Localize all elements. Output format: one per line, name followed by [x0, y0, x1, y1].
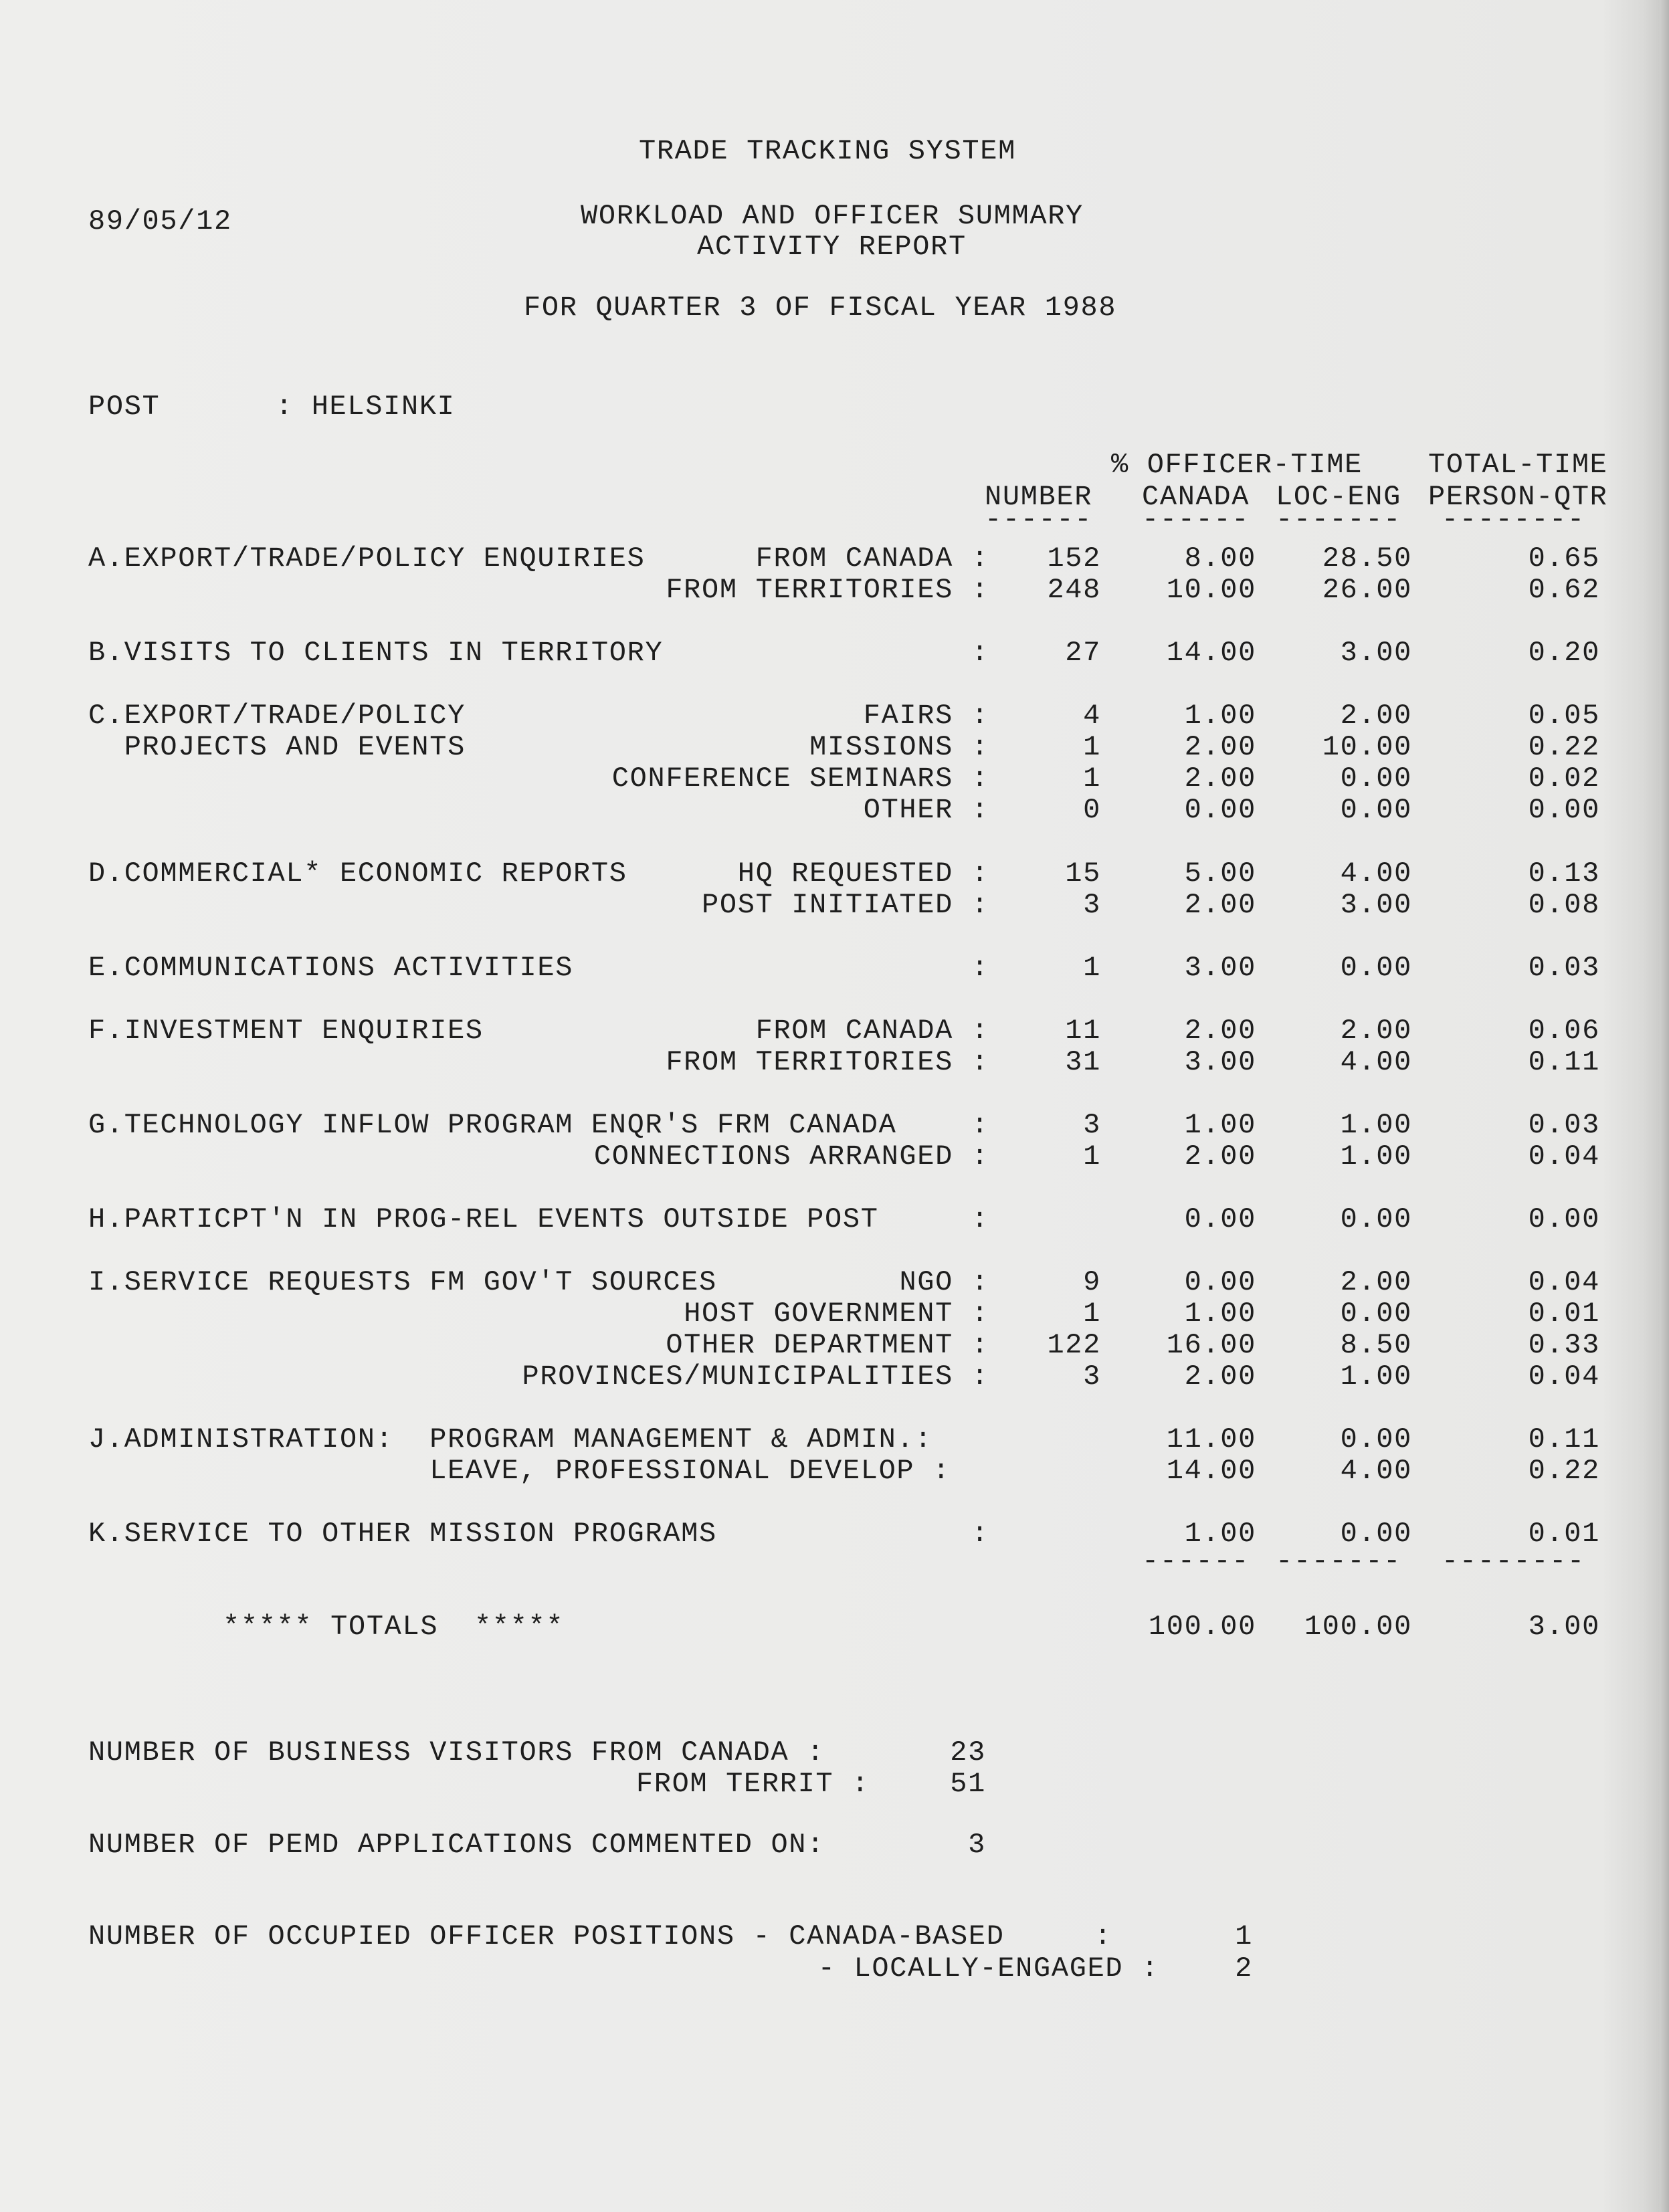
- row-person-qtr: 0.65: [1528, 542, 1600, 575]
- row-subcategory: MISSIONS: [809, 731, 953, 763]
- table-row: [0, 952, 1669, 984]
- row-loc-eng-pct: 10.00: [1322, 731, 1412, 763]
- row-number: 122: [1047, 1329, 1101, 1361]
- row-canada-pct: 1.00: [1184, 700, 1256, 732]
- row-canada-pct: 14.00: [1166, 637, 1256, 669]
- row-canada-pct: 8.00: [1184, 542, 1256, 575]
- row-colon: :: [971, 542, 989, 575]
- row-number: 1: [1083, 952, 1101, 984]
- row-canada-pct: 5.00: [1184, 858, 1256, 890]
- row-loc-eng-pct: 2.00: [1340, 1015, 1412, 1047]
- row-number: 11: [1065, 1015, 1101, 1047]
- column-header-canada: CANADA: [1142, 481, 1250, 513]
- row-number: 3: [1083, 1109, 1101, 1141]
- row-canada-pct: 14.00: [1166, 1455, 1256, 1487]
- row-category: PROJECTS AND EVENTS: [88, 731, 466, 763]
- row-colon: :: [971, 637, 989, 669]
- table-row: [0, 858, 1669, 890]
- row-category: F.INVESTMENT ENQUIRIES: [88, 1015, 484, 1047]
- column-header-loc-eng: LOC-ENG: [1276, 481, 1401, 513]
- table-row: [0, 575, 1669, 606]
- row-colon: :: [971, 858, 989, 890]
- row-colon: :: [971, 700, 989, 732]
- row-canada-pct: 3.00: [1184, 1046, 1256, 1078]
- row-canada-pct: 16.00: [1166, 1329, 1256, 1361]
- row-canada-pct: 1.00: [1184, 1518, 1256, 1550]
- row-number: 152: [1047, 542, 1101, 575]
- row-colon: :: [971, 763, 989, 795]
- row-colon: :: [971, 794, 989, 826]
- post-label: POST: [88, 391, 161, 423]
- row-canada-pct: 1.00: [1184, 1109, 1256, 1141]
- row-colon: :: [971, 1329, 989, 1361]
- row-loc-eng-pct: 26.00: [1322, 574, 1412, 606]
- row-canada-pct: 2.00: [1184, 763, 1256, 795]
- row-subcategory: CONNECTIONS ARRANGED: [593, 1140, 953, 1173]
- row-person-qtr: 0.06: [1528, 1015, 1600, 1047]
- row-person-qtr: 0.04: [1528, 1140, 1600, 1173]
- row-category: D.COMMERCIAL* ECONOMIC REPORTS: [88, 858, 627, 890]
- row-canada-pct: 11.00: [1166, 1423, 1256, 1455]
- row-colon: :: [971, 1298, 989, 1330]
- table-row: [0, 1298, 1669, 1330]
- row-subcategory: NGO: [899, 1266, 953, 1298]
- row-person-qtr: 0.11: [1528, 1046, 1600, 1078]
- column-header-number: NUMBER: [985, 481, 1093, 513]
- row-category: K.SERVICE TO OTHER MISSION PROGRAMS: [88, 1518, 717, 1550]
- row-person-qtr: 0.08: [1528, 889, 1600, 921]
- row-person-qtr: 0.00: [1528, 794, 1600, 826]
- totals-underline-person-qtr: --------: [1442, 1545, 1585, 1577]
- table-row: [0, 1518, 1669, 1550]
- row-canada-pct: 2.00: [1184, 1361, 1256, 1393]
- row-loc-eng-pct: 0.00: [1340, 1203, 1412, 1235]
- totals-label: ***** TOTALS *****: [223, 1611, 565, 1643]
- row-colon: :: [971, 731, 989, 763]
- row-canada-pct: 2.00: [1184, 1140, 1256, 1173]
- row-subcategory: POST INITIATED: [702, 889, 953, 921]
- row-loc-eng-pct: 3.00: [1340, 889, 1412, 921]
- officer-time-group-header: % OFFICER-TIME: [1111, 449, 1363, 481]
- row-subcategory: FAIRS: [863, 700, 953, 732]
- row-category: J.ADMINISTRATION: PROGRAM MANAGEMENT & ADMIN.:: [88, 1423, 933, 1455]
- row-category: B.VISITS TO CLIENTS IN TERRITORY: [88, 637, 664, 669]
- table-row: [0, 1015, 1669, 1047]
- row-loc-eng-pct: 0.00: [1340, 952, 1412, 984]
- row-subcategory: HQ REQUESTED: [737, 858, 953, 890]
- totals-person-qtr: 3.00: [1528, 1611, 1600, 1643]
- table-row: [0, 543, 1669, 575]
- row-number: 31: [1065, 1046, 1101, 1078]
- row-loc-eng-pct: 0.00: [1340, 1423, 1412, 1455]
- table-row: [0, 763, 1669, 795]
- total-time-group-header: TOTAL-TIME: [1428, 449, 1608, 481]
- row-person-qtr: 0.05: [1528, 700, 1600, 732]
- totals-loc-eng: 100.00: [1304, 1611, 1412, 1643]
- row-category: I.SERVICE REQUESTS FM GOV'T SOURCES: [88, 1266, 717, 1298]
- row-loc-eng-pct: 0.00: [1340, 763, 1412, 795]
- row-canada-pct: 10.00: [1166, 574, 1256, 606]
- table-row: [0, 1330, 1669, 1361]
- row-canada-pct: 0.00: [1184, 794, 1256, 826]
- row-subcategory: CONFERENCE SEMINARS: [611, 763, 953, 795]
- row-canada-pct: 2.00: [1184, 731, 1256, 763]
- row-loc-eng-pct: 0.00: [1340, 794, 1412, 826]
- row-colon: :: [971, 1203, 989, 1235]
- table-row: [0, 1110, 1669, 1141]
- pemd-applications-value: 3: [968, 1829, 986, 1861]
- row-colon: :: [971, 1015, 989, 1047]
- officer-positions-local: 2: [1235, 1952, 1253, 1985]
- totals-row: [0, 1611, 1669, 1643]
- row-person-qtr: 0.01: [1528, 1518, 1600, 1550]
- row-canada-pct: 1.00: [1184, 1298, 1256, 1330]
- row-subcategory: HOST GOVERNMENT: [684, 1298, 953, 1330]
- row-loc-eng-pct: 4.00: [1340, 1046, 1412, 1078]
- table-row: [0, 1141, 1669, 1173]
- row-person-qtr: 0.11: [1528, 1423, 1600, 1455]
- table-row: [0, 637, 1669, 669]
- table-row: [0, 795, 1669, 826]
- row-number: 3: [1083, 889, 1101, 921]
- row-subcategory: FROM CANADA: [755, 542, 953, 575]
- row-person-qtr: 0.33: [1528, 1329, 1600, 1361]
- officer-positions-local-label: - LOCALLY-ENGAGED :: [817, 1952, 1159, 1985]
- row-number: 9: [1083, 1266, 1101, 1298]
- row-loc-eng-pct: 0.00: [1340, 1298, 1412, 1330]
- row-subcategory: FROM TERRITORIES: [666, 574, 953, 606]
- row-number: 4: [1083, 700, 1101, 732]
- row-colon: :: [971, 1361, 989, 1393]
- row-person-qtr: 0.03: [1528, 1109, 1600, 1141]
- row-loc-eng-pct: 28.50: [1322, 542, 1412, 575]
- table-row: [0, 1455, 1669, 1487]
- row-colon: :: [971, 1140, 989, 1173]
- table-row: [0, 890, 1669, 921]
- reporting-period: FOR QUARTER 3 OF FISCAL YEAR 1988: [524, 292, 1117, 324]
- row-person-qtr: 0.01: [1528, 1298, 1600, 1330]
- row-colon: :: [971, 952, 989, 984]
- report-title-line-1: WORKLOAD AND OFFICER SUMMARY: [581, 200, 1084, 232]
- row-loc-eng-pct: 2.00: [1340, 700, 1412, 732]
- row-person-qtr: 0.13: [1528, 858, 1600, 890]
- row-person-qtr: 0.22: [1528, 731, 1600, 763]
- row-subcategory: FROM TERRITORIES: [666, 1046, 953, 1078]
- row-loc-eng-pct: 4.00: [1340, 1455, 1412, 1487]
- row-number: 3: [1083, 1361, 1101, 1393]
- officer-positions-label: NUMBER OF OCCUPIED OFFICER POSITIONS - CANADA-BASED :: [88, 1920, 1112, 1952]
- row-loc-eng-pct: 1.00: [1340, 1361, 1412, 1393]
- totals-canada: 100.00: [1148, 1611, 1256, 1643]
- row-colon: :: [971, 1518, 989, 1550]
- underline-number: ------: [985, 504, 1093, 536]
- report-title-line-2: ACTIVITY REPORT: [697, 231, 967, 263]
- underline-person-qtr: --------: [1442, 504, 1585, 536]
- row-category: H.PARTICPT'N IN PROG-REL EVENTS OUTSIDE POST: [88, 1203, 879, 1235]
- row-colon: :: [971, 574, 989, 606]
- row-person-qtr: 0.00: [1528, 1203, 1600, 1235]
- row-loc-eng-pct: 2.00: [1340, 1266, 1412, 1298]
- row-category: LEAVE, PROFESSIONAL DEVELOP :: [88, 1455, 951, 1487]
- post-value: : HELSINKI: [276, 391, 456, 423]
- row-loc-eng-pct: 4.00: [1340, 858, 1412, 890]
- row-number: 248: [1047, 574, 1101, 606]
- underline-loc-eng: -------: [1276, 504, 1401, 536]
- page-edge-shadow: [1660, 0, 1669, 2212]
- row-loc-eng-pct: 1.00: [1340, 1140, 1412, 1173]
- row-colon: :: [971, 889, 989, 921]
- row-number: 1: [1083, 763, 1101, 795]
- row-category: C.EXPORT/TRADE/POLICY: [88, 700, 466, 732]
- business-visitors-territ-label: FROM TERRIT :: [635, 1768, 870, 1800]
- row-loc-eng-pct: 1.00: [1340, 1109, 1412, 1141]
- row-subcategory: PROVINCES/MUNICIPALITIES: [522, 1361, 953, 1393]
- business-visitors-canada: 23: [950, 1736, 986, 1769]
- row-person-qtr: 0.62: [1528, 574, 1600, 606]
- table-row: [0, 700, 1669, 732]
- column-header-person-qtr: PERSON-QTR: [1428, 481, 1608, 513]
- row-person-qtr: 0.20: [1528, 637, 1600, 669]
- row-person-qtr: 0.04: [1528, 1266, 1600, 1298]
- row-number: 0: [1083, 794, 1101, 826]
- row-subcategory: OTHER DEPARTMENT: [666, 1329, 953, 1361]
- business-visitors-label: NUMBER OF BUSINESS VISITORS FROM CANADA :: [88, 1736, 825, 1769]
- row-subcategory: FROM CANADA: [755, 1015, 953, 1047]
- table-row: [0, 1267, 1669, 1298]
- row-canada-pct: 2.00: [1184, 889, 1256, 921]
- row-person-qtr: 0.22: [1528, 1455, 1600, 1487]
- row-number: 1: [1083, 1298, 1101, 1330]
- table-row: [0, 1047, 1669, 1078]
- table-row: [0, 1204, 1669, 1235]
- business-visitors-territ: 51: [950, 1768, 986, 1800]
- row-number: 1: [1083, 1140, 1101, 1173]
- row-number: 15: [1065, 858, 1101, 890]
- row-colon: :: [971, 1109, 989, 1141]
- row-subcategory: OTHER: [863, 794, 953, 826]
- pemd-applications-label: NUMBER OF PEMD APPLICATIONS COMMENTED ON:: [88, 1829, 825, 1861]
- system-title: TRADE TRACKING SYSTEM: [639, 135, 1016, 167]
- report-date: 89/05/12: [88, 205, 232, 237]
- table-row: [0, 732, 1669, 763]
- row-canada-pct: 0.00: [1184, 1203, 1256, 1235]
- row-person-qtr: 0.02: [1528, 763, 1600, 795]
- row-colon: :: [971, 1266, 989, 1298]
- underline-canada: ------: [1142, 504, 1250, 536]
- row-loc-eng-pct: 8.50: [1340, 1329, 1412, 1361]
- row-person-qtr: 0.03: [1528, 952, 1600, 984]
- row-canada-pct: 3.00: [1184, 952, 1256, 984]
- row-number: 27: [1065, 637, 1101, 669]
- row-loc-eng-pct: 0.00: [1340, 1518, 1412, 1550]
- totals-underline-canada: ------: [1142, 1545, 1250, 1577]
- row-category: G.TECHNOLOGY INFLOW PROGRAM ENQR'S FRM CANADA: [88, 1109, 897, 1141]
- totals-underline-loc-eng: -------: [1276, 1545, 1401, 1577]
- row-canada-pct: 2.00: [1184, 1015, 1256, 1047]
- row-category: E.COMMUNICATIONS ACTIVITIES: [88, 952, 574, 984]
- row-number: 1: [1083, 731, 1101, 763]
- row-colon: :: [971, 1046, 989, 1078]
- officer-positions-canada: 1: [1235, 1920, 1253, 1952]
- row-person-qtr: 0.04: [1528, 1361, 1600, 1393]
- row-canada-pct: 0.00: [1184, 1266, 1256, 1298]
- table-row: [0, 1361, 1669, 1393]
- table-row: [0, 1424, 1669, 1455]
- row-loc-eng-pct: 3.00: [1340, 637, 1412, 669]
- row-category: A.EXPORT/TRADE/POLICY ENQUIRIES: [88, 542, 646, 575]
